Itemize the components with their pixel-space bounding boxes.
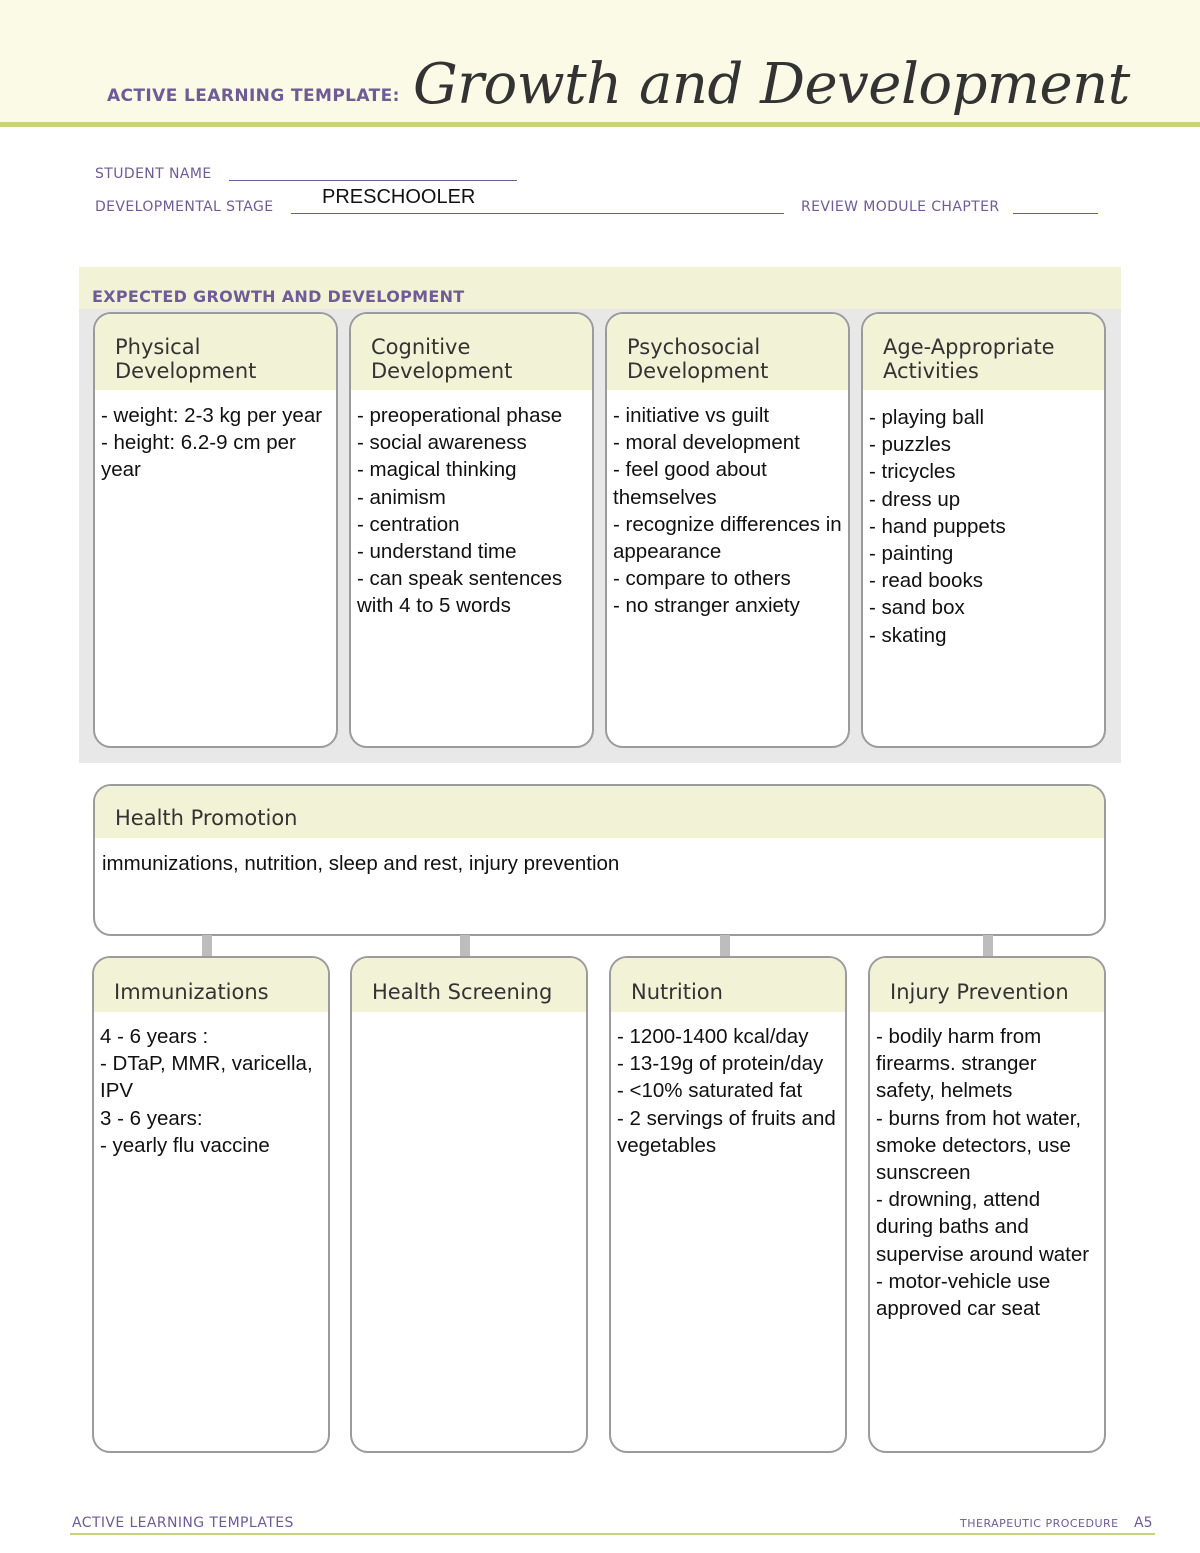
list-item: - 13-19g of protein/day — [617, 1052, 824, 1076]
list-item: - compare to others — [613, 567, 791, 591]
list-item: - feel good about themselves — [613, 458, 767, 509]
card-title: Physical Development — [115, 335, 257, 383]
connector — [720, 935, 730, 957]
health-promotion-text: immunizations, nutrition, sleep and rest, injury prevention — [102, 852, 620, 875]
card-body[interactable] — [869, 404, 1100, 649]
card-title: Injury Prevention — [890, 980, 1069, 1004]
list-item: - drowning, attend during baths and supervise around water — [876, 1188, 1090, 1266]
list-item: - burns from hot water, smoke detectors, use sunscreen — [876, 1106, 1082, 1185]
student-name-field[interactable] — [229, 180, 517, 181]
list-item: - no stranger anxiety — [613, 594, 800, 618]
template-label: ACTIVE LEARNING TEMPLATE: — [107, 86, 400, 106]
footer-right-label: THERAPEUTIC PROCEDURE — [960, 1517, 1119, 1530]
list-item: - social awareness — [357, 431, 527, 455]
list-item: - magical thinking — [357, 458, 517, 482]
age-appropriate-activities-card — [861, 312, 1106, 748]
list-item: - read books — [869, 569, 983, 593]
list-item: - sand box — [869, 596, 965, 620]
cognitive-development-card — [349, 312, 594, 748]
list-item: - hand puppets — [869, 514, 1006, 538]
card-body[interactable] — [102, 850, 1100, 877]
review-module-field[interactable] — [1013, 213, 1098, 214]
list-item: - dress up — [869, 487, 961, 511]
list-item: - yearly flu vaccine — [100, 1133, 270, 1157]
card-title: Health Screening — [372, 980, 553, 1004]
list-item: - painting — [869, 542, 954, 566]
list-item: - tricycles — [869, 460, 956, 484]
card-title: Age-Appropriate Activities — [883, 335, 1055, 383]
footer-left-label: ACTIVE LEARNING TEMPLATES — [72, 1515, 294, 1531]
list-item: - moral development — [613, 431, 800, 455]
psychosocial-development-card — [605, 312, 850, 748]
card-body[interactable] — [613, 402, 844, 620]
list-item: - DTaP, MMR, varicella, IPV — [100, 1052, 313, 1103]
list-item: - animism — [357, 485, 446, 509]
page-title: Growth and Development — [413, 52, 1130, 117]
card-body[interactable] — [617, 1023, 841, 1159]
card-body[interactable] — [357, 402, 588, 620]
list-item: - weight: 2-3 kg per year — [101, 404, 323, 427]
list-item: - puzzles — [869, 433, 952, 457]
card-body[interactable] — [876, 1023, 1100, 1322]
list-item: - can speak sentences with 4 to 5 words — [357, 567, 563, 618]
list-item: - bodily harm from firearms. stranger safety, helmets — [876, 1025, 1042, 1103]
injury-prevention-card — [868, 956, 1106, 1453]
list-item: - recognize differences in appearance — [613, 512, 842, 564]
connector — [460, 935, 470, 957]
header-rule — [0, 122, 1200, 127]
list-item: - preoperational phase — [357, 404, 563, 427]
developmental-stage-value: PRESCHOOLER — [322, 186, 476, 208]
card-body[interactable] — [100, 1023, 324, 1159]
student-name-label: STUDENT NAME — [95, 166, 212, 182]
expected-growth-title: EXPECTED GROWTH AND DEVELOPMENT — [92, 287, 465, 306]
list-item: - motor-vehicle use approved car seat — [876, 1269, 1051, 1321]
list-item: - 1200-1400 kcal/day — [617, 1025, 809, 1048]
physical-development-card — [93, 312, 338, 748]
list-item: 3 - 6 years: — [100, 1106, 203, 1130]
footer-page-number: A5 — [1134, 1515, 1153, 1531]
health-promotion-card — [93, 784, 1106, 936]
nutrition-card — [609, 956, 847, 1453]
list-item: - initiative vs guilt — [613, 404, 770, 427]
immunizations-card — [92, 956, 330, 1453]
list-item: - centration — [357, 512, 460, 536]
connector — [202, 935, 212, 957]
card-body[interactable] — [101, 402, 332, 484]
list-item: - <10% saturated fat — [617, 1079, 803, 1103]
footer-rule — [70, 1533, 1155, 1535]
card-title: Psychosocial Development — [627, 335, 769, 383]
card-title: Cognitive Development — [371, 335, 513, 383]
card-title: Health Promotion — [115, 806, 298, 830]
developmental-stage-label: DEVELOPMENTAL STAGE — [95, 199, 274, 215]
list-item: - understand time — [357, 540, 517, 564]
list-item: 4 - 6 years : — [100, 1025, 209, 1048]
list-item: - playing ball — [869, 406, 985, 429]
health-screening-card — [350, 956, 588, 1453]
list-item: - 2 servings of fruits and vegetables — [617, 1106, 836, 1157]
connector — [983, 935, 993, 957]
card-title: Nutrition — [631, 980, 723, 1004]
review-module-label: REVIEW MODULE CHAPTER — [801, 199, 1000, 215]
developmental-stage-field[interactable] — [291, 213, 784, 214]
card-title: Immunizations — [114, 980, 269, 1004]
list-item: - skating — [869, 623, 947, 647]
list-item: - height: 6.2-9 cm per year — [101, 431, 296, 482]
